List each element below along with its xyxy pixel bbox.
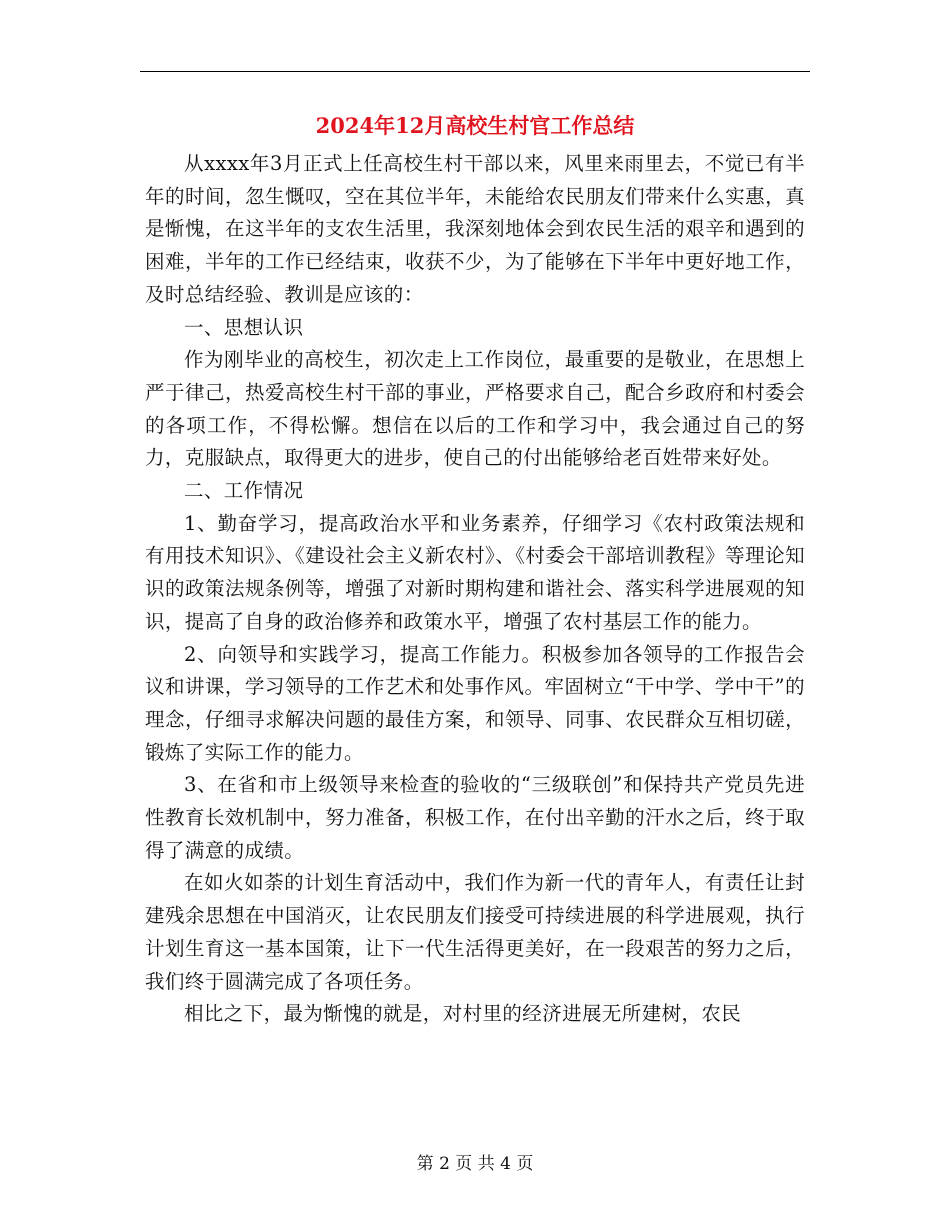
paragraph-intro: 从xxxx年3月正式上任高校生村干部以来，风里来雨里去，不觉已有半年的时间，忽生慨叹，空在其位半年，未能给农民朋友们带来什么实惠，真是惭愧，在这半年的支农生活里，我深刻地体会到农民生活的艰辛和遇到的困难，半年的工作已经结束，收获不少，为了能够在下半年中更好地工作，及时总结经验、教训是应该的： (145, 152, 805, 306)
paragraph-reflection: 相比之下，最为惭愧的就是，对村里的经济进展无所建树，农民 (184, 1002, 742, 1026)
document-title: 2024年12月高校生村官工作总结 (315, 113, 635, 138)
paragraph-thinking: 作为刚毕业的高校生，初次走上工作岗位，最重要的是敬业，在思想上严于律己，热爱高校生村干部的事业，严格要求自己，配合乡政府和村委会的各项工作，不得松懈。想信在以后的工作和学习中，我会通过自己的努力，克服缺点，取得更大的进步，使自己的付出能够给老百姓带来好处。 (145, 348, 805, 470)
section-heading-work: 二、工作情况 (184, 479, 304, 503)
page-number: 第 2 页 共 4 页 (416, 1154, 534, 1174)
paragraph-work-item-2: 2、向领导和实践学习，提高工作能力。积极参加各领导的工作报告会议和讲课，学习领导的工作艺术和处事作风。牢固树立“干中学、学中干”的理念，仔细寻求解决问题的最佳方案，和领导、同事、农民群众互相切磋，锻炼了实际工作的能力。 (145, 642, 805, 764)
paragraph-work-item-1: 1、勤奋学习，提高政治水平和业务素养，仔细学习《农村政策法规和有用技术知识》、《建设社会主义新农村》、《村委会干部培训教程》等理论知识的政策法规条例等，增强了对新时期构建和谐社会、落实科学进展观的知识，提高了自身的政治修养和政策水平，增强了农村基层工作的能力。 (145, 511, 805, 633)
paragraph-work-item-3: 3、在省和市上级领导来检查的验收的“三级联创”和保持共产党员先进性教育长效机制中，努力准备，积极工作，在付出辛勤的汗水之后，终于取得了满意的成绩。 (145, 773, 805, 862)
section-heading-thinking: 一、思想认识 (184, 315, 304, 339)
header-rule (140, 71, 810, 72)
paragraph-family-planning: 在如火如荼的计划生育活动中，我们作为新一代的青年人，有责任让封建残余思想在中国消灭，让农民朋友们接受可持续进展的科学进展观，执行计划生育这一基本国策，让下一代生活得更美好，在一段艰苦的努力之后，我们终于圆满完成了各项任务。 (145, 871, 805, 993)
document-body (145, 148, 805, 1031)
